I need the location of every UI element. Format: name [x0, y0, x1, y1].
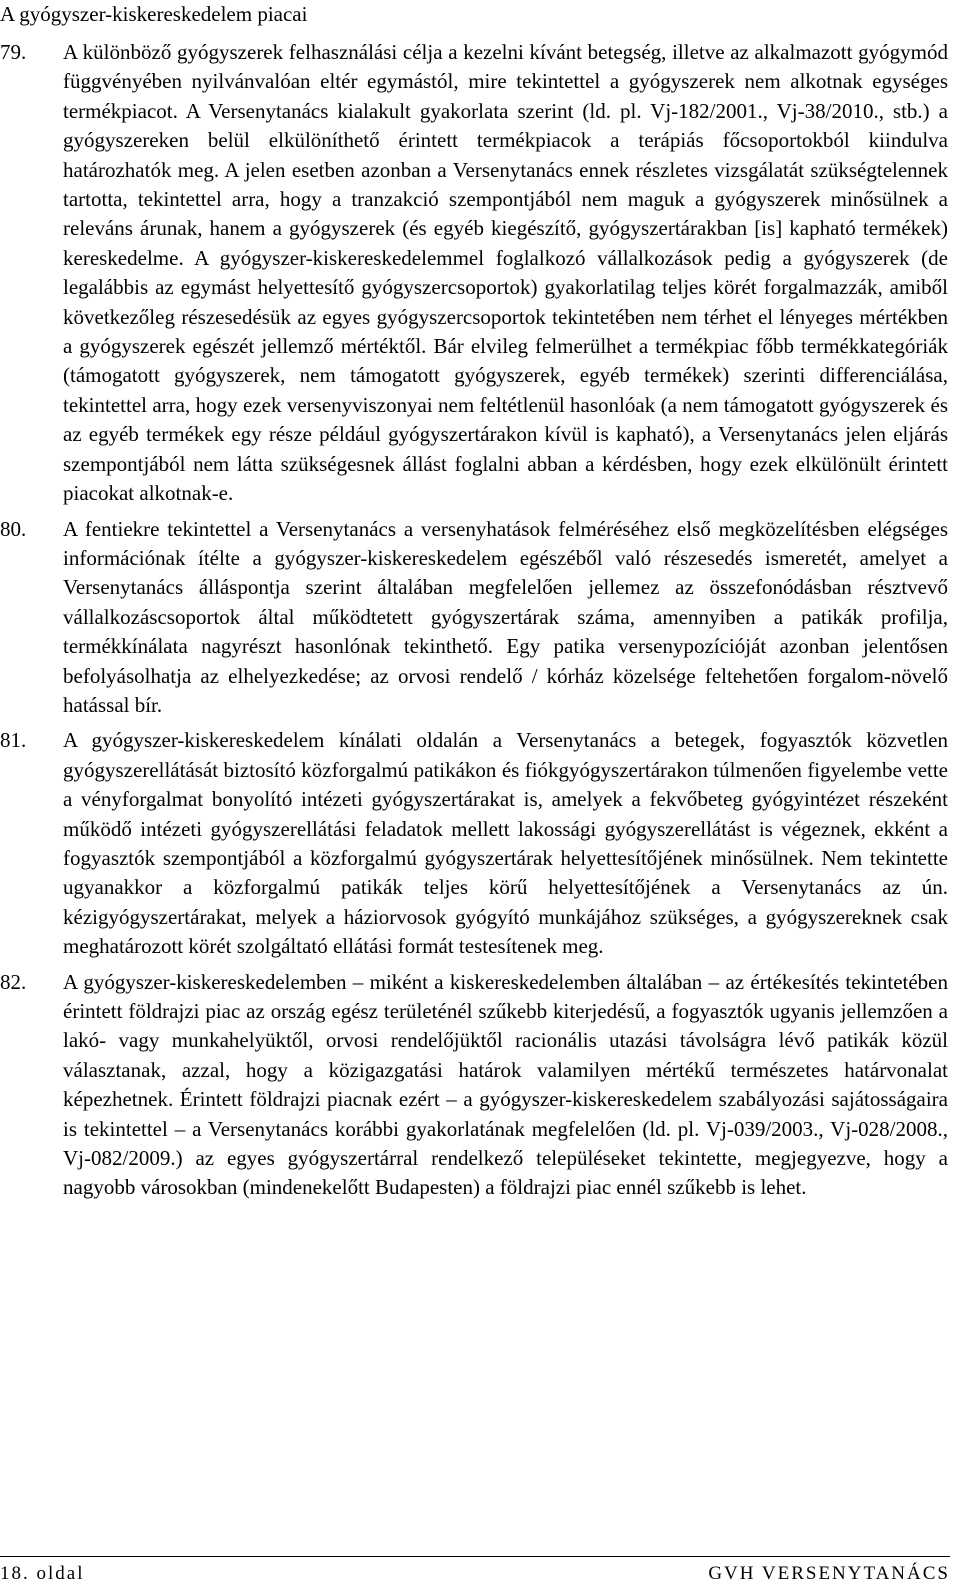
page-number: 18. oldal — [0, 1563, 85, 1584]
paragraph-number: 81. — [0, 728, 27, 753]
document-body — [0, 38, 948, 1209]
page-footer — [0, 1556, 950, 1586]
paragraph-81 — [0, 726, 948, 961]
paragraph-number: 80. — [0, 516, 27, 541]
publisher-name: GVH VERSENYTANÁCS — [708, 1563, 950, 1584]
paragraph-80 — [0, 515, 948, 721]
paragraph-number: 79. — [0, 40, 27, 64]
paragraph-text: A gyógyszer-kiskereskedelemben – miként a kiskereskedelemben általában – az értékesítés tekintetében érintett földrajzi piac az ország egész területénél szűkebb kiterjedésű, a fogyasztók ugyanis jellemzően a lakó- vagy munkahelyüktől, orvosi rendelőjüktől racionális utazási távolságra lévő patikák közül választanak, azzal, hogy a közigazgatási határok valamilyen mértékű természetes határvonalat képezhetnek. Érintett földrajzi piacnak ezért – a gyógyszer-kiskereskedelem szabályozási sajátosságaira is tekintettel – a Versenytanács korábbi gyakorlatának megfelelően (ld. pl. Vj-039/2003., Vj-028/2008., Vj-082/2009.) az egyes gyógyszertárral rendelkező településeket tekintette, megjegyezve, hogy a nagyobb városokban (mindenekelőtt Budapesten) a földrajzi piac ennél szűkebb is lehet. — [63, 969, 948, 1200]
page-title: A gyógyszer-kiskereskedelem piacai — [0, 2, 308, 26]
paragraph-number: 82. — [0, 969, 27, 994]
paragraph-text: A különböző gyógyszerek felhasználási célja a kezelni kívánt betegség, illetve az alkalmazott gyógymód függvényében nyilvánvalóan eltér egymástól, mire tekintettel a gyógyszerek nem alkotnak egységes termékpiacot. A Versenytanács kialakult gyakorlata szerint (ld. pl. Vj-182/2001., Vj-38/2010., stb.) a gyógyszereken belül elkülöníthető érintett termékpiacok a terápiás főcsoportokból kiindulva határozhatók meg. A jelen esetben azonban a Versenytanács ennek részletes vizsgálatát szükségtelennek tartotta, tekintettel arra, hogy a tranzakció szempontjából nem maguk a gyógyszerek minősülnek a releváns árunak, hanem a gyógyszerek (és egyéb kiegészítő, gyógyszertárakban [is] kapható termékek) kereskedelme. A gyógyszer-kiskereskedelemmel foglalkozó vállalkozások pedig a gyógyszerek (de legalábbis az egymást helyettesítő gyógyszercsoportok) gyakorlatilag teljes körét forgalmazzák, amiből következőleg részesedésük az egyes gyógyszercsoportok tekintetében nem térhet el lényeges mértékben a gyógyszerek egészét jellemző mértéktől. Bár elvileg felmerülhet a termékpiac főbb termékkategóriák (támogatott gyógyszerek, nem támogatott gyógyszerek, egyéb termékek) szerinti differenciálása, tekintettel arra, hogy ezek versenyviszonyai nem feltétlenül hasonlóak (a nem támogatott gyógyszerek és az egyéb termékek egy része például gyógyszertárakon kívül is kapható), a Versenytanács jelen eljárás szempontjából nem látta szükségesnek állást foglalni abban a kérdésben, hogy ezek elkülönült érintett piacokat alkotnak-e. — [63, 40, 948, 506]
paragraph-text: A fentiekre tekintettel a Versenytanács a versenyhatások felméréséhez első megközelítésben elégséges információnak ítélte a gyógyszer-kiskereskedelem egészéből való részesedés ismeretét, amelyet a Versenytanács álláspontja szerint általában megfelelően jellemez az összefonódásban résztvevő vállalkozáscsoportok által működtetett gyógyszertárak száma, amennyiben a patikák profilja, termékkínálata nagyrészt hasonlónak tekinthető. Egy patika versenypozícióját azonban jelentősen befolyásolhatja az elhelyezkedése; az orvosi rendelő / kórház közelsége feltehetően forgalom-növelő hatással bír. — [63, 516, 948, 717]
paragraph-79 — [0, 38, 948, 509]
paragraph-82 — [0, 968, 948, 1203]
paragraph-text: A gyógyszer-kiskereskedelem kínálati oldalán a Versenytanács a betegek, fogyasztók közvetlen gyógyszerellátását biztosító közforgalmú patikákon és fiókgyógyszertárakon túlmenően figyelembe vette a vényforgalmat bonyolító intézeti gyógyszertárakat is, amelyek a fekvőbeteg gyógyintézet részeként működő intézeti gyógyszerellátási feladatok mellett lakossági gyógyszerellátást is végeznek, ekként a fogyasztók szempontjából a közforgalmú gyógyszertárak helyettesítőjének minősülnek. Nem tekintette ugyanakkor a közforgalmú patikák teljes körű helyettesítőjének a Versenytanács az ún. kézigyógyszertárakat, melyek a háziorvosok gyógyító munkájához szükséges, a gyógyszereknek csak meghatározott körét szolgáltató ellátási formát testesítenek meg. — [63, 728, 948, 959]
